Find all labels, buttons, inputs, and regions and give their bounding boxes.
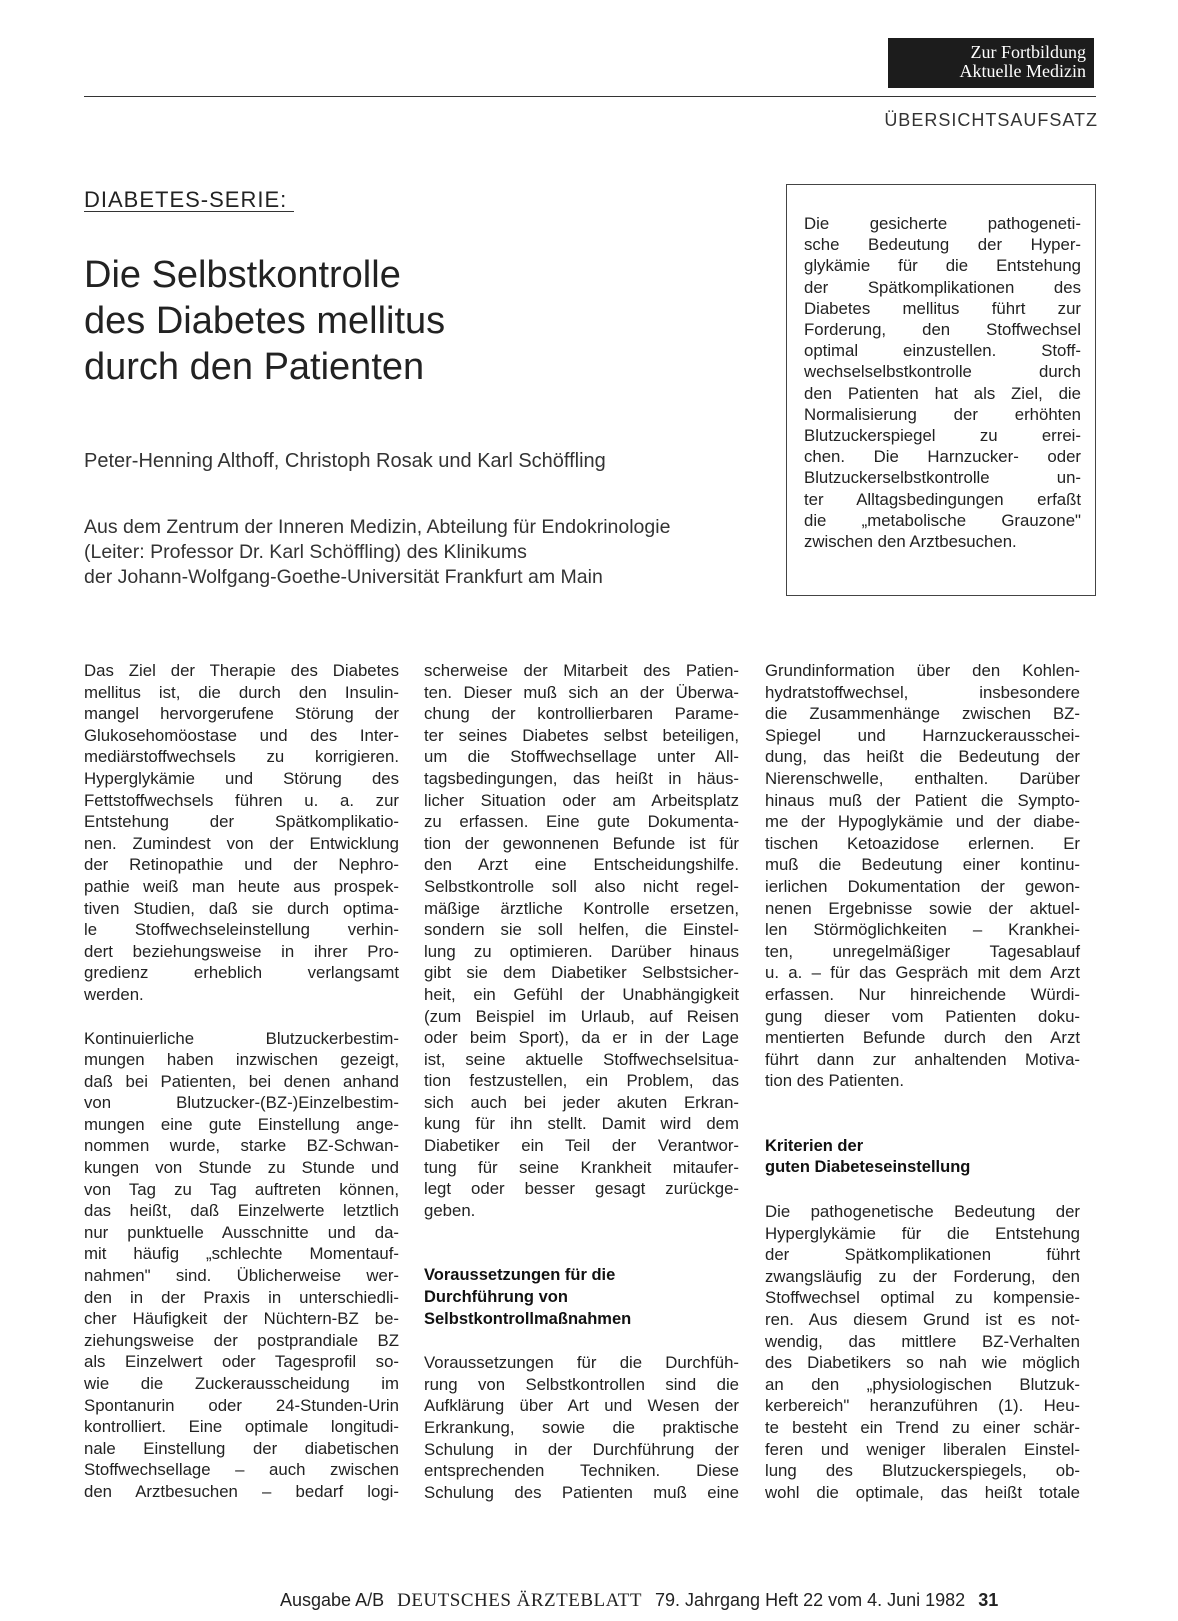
text-line: nommen wurde, starke BZ-Schwan- <box>84 1136 399 1156</box>
paragraph-gap <box>424 1243 739 1265</box>
abstract-line: Diabetes mellitus führt zur <box>804 298 1081 318</box>
abstract-line: Forderung, den Stoffwechsel <box>804 320 1081 340</box>
text-line: mentierten Befunde durch den Arzt <box>765 1028 1080 1048</box>
text-line: heit, ein Gefühl der Unabhängigkeit <box>424 984 739 1004</box>
text-line: Stoffwechsel optimal zu kompensie- <box>765 1288 1080 1308</box>
text-line: nenen Ergebnisse sowie der aktuel- <box>765 898 1080 918</box>
abstract-line: Normalisierung der erhöhten <box>804 404 1081 424</box>
text-line: zu erfassen. Eine gute Dokumenta- <box>424 812 739 832</box>
text-line: ten, unregelmäßiger Tagesablauf <box>765 941 1080 961</box>
text-line: wie die Zuckerausscheidung im <box>84 1374 399 1393</box>
text-line: des Diabetikers so nah wie möglich <box>765 1353 1080 1373</box>
text-line: nale Einstellung der diabetischen <box>84 1438 399 1458</box>
abstract-line: sche Bedeutung der Hyper- <box>804 235 1081 255</box>
text-line: Nierenschwelle, enthalten. Darüber <box>765 768 1080 788</box>
text-line: u. a. – für das Gespräch mit dem Arzt <box>765 963 1080 983</box>
text-line: Selbstkontrolle soll also nicht regel- <box>424 876 739 896</box>
text-line: Glukosehomöostase und des Inter- <box>84 725 399 745</box>
text-line: kungen von Stunde zu Stunde und <box>84 1158 399 1178</box>
text-line: nen. Zumindest von der Entwicklung <box>84 833 399 853</box>
text-line: sich auch bei jeder akuten Erkran- <box>424 1092 739 1112</box>
text-line: Hyperglykämie und Störung des <box>84 768 399 788</box>
text-line: sondern sie soll helfen, die Einstel- <box>424 920 739 940</box>
text-line: Diabetiker ein Teil der Verantwor- <box>424 1136 739 1156</box>
paragraph-gap <box>84 1006 399 1028</box>
text-line: Stoffwechsellage – auch zwischen <box>84 1460 399 1480</box>
affiliation-line: Aus dem Zentrum der Inneren Medizin, Abteilung für Endokrinologie <box>84 516 671 538</box>
journal-name: DEUTSCHES ÄRZTEBLATT <box>397 1590 642 1611</box>
paragraph-gap <box>765 1092 1080 1114</box>
text-line: chung der kontrollierbaren Parame- <box>424 704 739 724</box>
affiliation <box>84 515 670 590</box>
text-line: Spiegel und Harnzuckerausschei- <box>765 725 1080 745</box>
text-line: len Störmöglichkeiten – Krankhei- <box>765 920 1080 940</box>
text-line: ren. Aus diesem Grund ist es not- <box>765 1310 1080 1330</box>
text-line: gredienz erheblich verlangsamt <box>84 963 399 983</box>
text-line: ziehungsweise der postprandiale BZ <box>84 1330 399 1350</box>
text-line: den Arztbesuchen – bedarf logi- <box>84 1481 399 1501</box>
text-line: Voraussetzungen für die Durchfüh- <box>424 1353 739 1373</box>
text-line: dert beziehungsweise in ihrer Pro- <box>84 941 399 961</box>
text-line: tung für seine Krankheit mitaufer- <box>424 1157 739 1177</box>
paragraph-gap <box>424 1221 739 1243</box>
badge-line-1: Zur Fortbildung <box>970 42 1086 62</box>
abstract-line: ter Alltagsbedingungen erfaßt <box>804 489 1081 509</box>
text-line: lung zu optimieren. Darüber hinaus <box>424 941 739 961</box>
text-line: ist, seine aktuelle Stoffwechselsitua- <box>424 1049 739 1069</box>
series-underline <box>84 211 294 212</box>
text-column-1 <box>84 660 399 1503</box>
edition: Ausgabe A/B <box>280 1590 385 1610</box>
abstract-line: Die gesicherte pathogeneti- <box>804 214 1081 233</box>
title-line: durch den Patienten <box>84 346 425 388</box>
text-line: mediärstoffwechsels zu korrigieren. <box>84 747 399 767</box>
text-line: mellitus ist, die durch den Insulin- <box>84 682 399 702</box>
text-line: führt dann zur anhaltenden Motiva- <box>765 1049 1080 1069</box>
text-column-2 <box>424 660 739 1503</box>
text-line: das heißt, daß Einzelwerte letztlich <box>84 1201 399 1221</box>
text-line: tiven Studien, daß sie durch optima- <box>84 898 399 918</box>
text-line: tischen Ketoazidose erlernen. Er <box>765 833 1080 853</box>
text-line: ten. Dieser muß sich an der Überwa- <box>424 682 739 702</box>
text-line: tagsbedingungen, das heißt in häus- <box>424 768 739 788</box>
title-line: des Diabetes mellitus <box>84 300 446 342</box>
text-line: Aufklärung über Art und Wesen der <box>424 1396 739 1416</box>
text-line: den Arzt eine Entscheidungshilfe. <box>424 855 739 875</box>
paragraph-gap <box>765 1114 1080 1136</box>
section-badge <box>888 38 1094 88</box>
text-line: mungen eine gute Einstellung ange- <box>84 1114 399 1134</box>
text-line: scherweise der Mitarbeit des Patien- <box>424 661 739 680</box>
text-line: hinaus muß der Patient die Sympto- <box>765 790 1080 810</box>
text-line: oder beim Sport), da er in der Lage <box>424 1028 739 1048</box>
text-line: te besteht ein Trend zu einer schär- <box>765 1418 1080 1437</box>
text-line: gung dieser vom Patienten doku- <box>765 1006 1080 1026</box>
text-line: wohl die optimale, das heißt totale <box>765 1482 1080 1502</box>
text-line: um die Stoffwechsellage unter All- <box>424 747 739 767</box>
abstract-line: chen. Die Harnzucker- oder <box>804 447 1081 467</box>
text-line: mäßige ärztliche Kontrolle ersetzen, <box>424 898 739 918</box>
text-line: entsprechenden Techniken. Diese <box>424 1461 739 1481</box>
abstract-line: wechselselbstkontrolle durch <box>804 362 1081 382</box>
abstract-line: glykämie für die Entstehung <box>804 256 1081 276</box>
text-line: Schulung des Patienten muß eine <box>424 1482 739 1502</box>
text-line: Die pathogenetische Bedeutung der <box>765 1202 1080 1222</box>
section-heading <box>424 1265 739 1330</box>
text-line: nahmen" sind. Üblicherweise wer- <box>84 1266 399 1286</box>
text-line: Erkrankung, sowie die praktische <box>424 1418 739 1437</box>
text-line: dung, das heißt die Bedeutung der <box>765 747 1080 767</box>
text-line: mungen haben inzwischen gezeigt, <box>84 1050 399 1070</box>
heading-line: Kriterien der <box>765 1136 864 1155</box>
text-line: wendig, das mittlere BZ-Verhalten <box>765 1331 1080 1351</box>
text-line: gibt sie dem Diabetiker Selbstsicher- <box>424 963 739 983</box>
header-rule <box>84 96 1096 97</box>
heading-line: guten Diabeteseinstellung <box>765 1158 971 1177</box>
affiliation-line: (Leiter: Professor Dr. Karl Schöffling) des Klinikums <box>84 541 527 563</box>
page-number: 31 <box>978 1590 999 1610</box>
text-line: Kontinuierliche Blutzuckerbestim- <box>84 1028 399 1048</box>
abstract-box <box>786 184 1096 596</box>
abstract-line: Blutzuckerspiegel zu errei- <box>804 426 1081 446</box>
text-line: pathie weiß man heute aus prospek- <box>84 876 399 896</box>
text-line: mit häufig „schlechte Momentauf- <box>84 1244 399 1264</box>
text-line: kontrolliert. Eine optimale longitudi- <box>84 1417 399 1437</box>
text-line: der Spätkomplikationen führt <box>765 1245 1080 1265</box>
badge-line-2: Aktuelle Medizin <box>959 61 1086 81</box>
heading-line: Voraussetzungen für die <box>424 1266 616 1285</box>
text-line: zwangsläufig zu der Forderung, den <box>765 1266 1080 1286</box>
abstract-line: den Patienten hat als Ziel, die <box>804 383 1081 403</box>
text-line: kerbereich" heranzuführen (1). Heu- <box>765 1396 1080 1416</box>
issue-info: 79. Jahrgang Heft 22 vom 4. Juni 1982 <box>654 1590 966 1610</box>
text-line: feren und weniger liberalen Einstel- <box>765 1439 1080 1459</box>
text-line: Das Ziel der Therapie des Diabetes <box>84 661 399 680</box>
text-line: licher Situation oder am Arbeitsplatz <box>424 790 739 810</box>
heading-line: Durchführung von <box>424 1288 568 1307</box>
abstract-line: die „metabolische Grauzone" <box>804 510 1081 530</box>
heading-line: Selbstkontrollmaßnahmen <box>424 1309 632 1328</box>
abstract-line: zwischen den Arztbesuchen. <box>804 532 1017 552</box>
text-line: ierlichen Dokumentation der gewon- <box>765 876 1080 896</box>
text-line: werden. <box>84 984 144 1004</box>
text-line: erfassen. Nur hinreichende Würdi- <box>765 984 1080 1004</box>
text-line: den in der Praxis in unterschiedli- <box>84 1287 399 1307</box>
text-line: rung von Selbstkontrollen sind die <box>424 1374 739 1394</box>
text-line: lung des Blutzuckerspiegels, ob- <box>765 1461 1080 1481</box>
authors: Peter-Henning Althoff, Christoph Rosak und Karl Schöffling <box>84 450 606 472</box>
affiliation-line: der Johann-Wolfgang-Goethe-Universität Frankfurt am Main <box>84 566 603 588</box>
text-line: der Retinopathie und der Nephro- <box>84 855 399 875</box>
abstract-line: der Spätkomplikationen des <box>804 277 1081 297</box>
text-line: nur punktuelle Ausschnitte und da- <box>84 1222 399 1242</box>
text-line: die Zusammenhänge zwischen BZ- <box>765 704 1080 724</box>
section-heading <box>765 1136 1080 1179</box>
text-line: an den „physiologischen Blutzuk- <box>765 1374 1080 1394</box>
text-line: tion der gewonnenen Befunde ist für <box>424 833 739 853</box>
text-line: als Einzelwert oder Tagesprofil so- <box>84 1352 399 1372</box>
text-line: Spontanurin oder 24-Stunden-Urin <box>84 1395 399 1415</box>
text-line: le Stoffwechseleinstellung verhin- <box>84 920 399 940</box>
text-line: Entstehung der Spätkomplikatio- <box>84 812 399 832</box>
text-line: von Tag zu Tag auftreten können, <box>84 1179 399 1199</box>
text-line: tion festzustellen, ein Problem, das <box>424 1071 739 1091</box>
text-line: kung für ihn stellt. Damit wird dem <box>424 1114 739 1134</box>
article-title <box>84 252 445 390</box>
text-line: von Blutzucker-(BZ-)Einzelbestim- <box>84 1093 399 1113</box>
text-column-3 <box>765 660 1080 1503</box>
text-line: daß bei Patienten, bei denen anhand <box>84 1071 399 1091</box>
text-line: (zum Beispiel im Urlaub, auf Reisen <box>424 1006 739 1026</box>
text-line: Hyperglykämie für die Entstehung <box>765 1223 1080 1243</box>
text-line: hydratstoffwechsel, insbesondere <box>765 682 1080 702</box>
text-line: muß die Bedeutung einer kontinu- <box>765 855 1080 875</box>
text-line: Grundinformation über den Kohlen- <box>765 661 1080 680</box>
text-line: cher Häufigkeit der Nüchtern-BZ be- <box>84 1309 399 1329</box>
title-line: Die Selbstkontrolle <box>84 254 401 296</box>
text-line: geben. <box>424 1200 476 1220</box>
text-line: Fettstoffwechsels führen u. a. zur <box>84 790 399 810</box>
abstract-line: Blutzuckerselbstkontrolle un- <box>804 468 1081 488</box>
page-footer <box>280 1590 998 1612</box>
paragraph-gap <box>765 1179 1080 1201</box>
text-line: legt oder besser gesagt zurückge- <box>424 1179 739 1199</box>
article-type: ÜBERSICHTSAUFSATZ <box>884 110 1098 130</box>
text-line: Schulung in der Durchführung der <box>424 1439 739 1459</box>
text-line: mangel hervorgerufene Störung der <box>84 704 399 724</box>
text-line: me der Hypoglykämie und der diabe- <box>765 812 1080 832</box>
text-line: tion des Patienten. <box>765 1071 905 1091</box>
text-line: ter seines Diabetes selbst beteiligen, <box>424 725 739 745</box>
paragraph-gap <box>424 1330 739 1352</box>
abstract-line: optimal einzustellen. Stoff- <box>804 341 1081 361</box>
series-label: DIABETES-SERIE: <box>84 187 288 212</box>
